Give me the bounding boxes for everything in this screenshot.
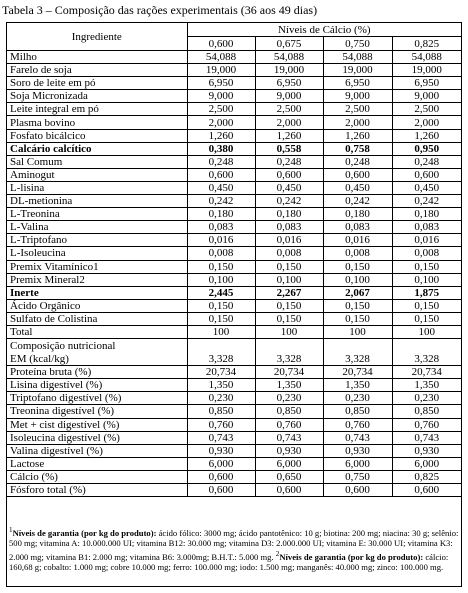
nutritional-row <box>7 405 461 418</box>
value-cell: 0,248 <box>187 155 255 168</box>
value-cell: 0,230 <box>187 392 255 405</box>
value-cell: 9,000 <box>392 90 461 103</box>
row-label: Farelo de soja <box>7 64 187 77</box>
value-cell: 2,000 <box>187 116 255 129</box>
row-label: Ácido Orgânico <box>7 299 187 312</box>
empty-cell <box>323 339 392 354</box>
row-label: Sal Comum <box>7 155 187 168</box>
value-cell: 0,600 <box>255 168 323 181</box>
value-cell: 0,016 <box>255 234 323 247</box>
value-cell: 0,248 <box>392 155 461 168</box>
value-cell: 0,600 <box>187 168 255 181</box>
row-label: Fosfato bicálcico <box>7 129 187 142</box>
footnote <box>9 525 461 572</box>
footnote-marker: 1 <box>9 526 13 534</box>
value-cell: 3,328 <box>187 353 255 366</box>
footnote-text: cálcio: 160,68 g; cobalto: 1.000 mg; cobre 10.000 mg; ferro: 100.000 mg; iodo: 1.500 mg; manganês: 40.000 mg; zinco: 100.000 mg. <box>9 551 449 572</box>
nutritional-header: Composição nutricional <box>10 340 116 353</box>
row-label: DL-metionina <box>7 195 187 208</box>
ingredient-row <box>7 142 461 155</box>
value-cell: 0,150 <box>392 260 461 273</box>
ingredient-row <box>7 129 461 142</box>
row-label: Soja Micronizada <box>7 90 187 103</box>
value-cell: 0,450 <box>392 181 461 194</box>
value-cell: 54,088 <box>392 51 461 64</box>
ingredient-row <box>7 77 461 90</box>
value-cell: 0,150 <box>255 312 323 325</box>
value-cell: 0,600 <box>392 484 461 497</box>
ingredient-row <box>7 299 461 312</box>
value-cell: 6,000 <box>187 457 255 470</box>
level-header: 0,750 <box>323 37 392 51</box>
ingredient-row <box>7 260 461 273</box>
value-cell: 1,260 <box>187 129 255 142</box>
value-cell: 0,450 <box>255 181 323 194</box>
nutritional-row <box>7 418 461 431</box>
level-header: 0,825 <box>392 37 461 51</box>
value-cell: 0,016 <box>323 234 392 247</box>
value-cell: 0,008 <box>255 247 323 260</box>
value-cell: 0,380 <box>187 142 255 155</box>
row-label: Plasma bovino <box>7 116 187 129</box>
nutritional-row <box>7 457 461 470</box>
value-cell: 0,150 <box>187 312 255 325</box>
value-cell: 0,600 <box>255 484 323 497</box>
footnote-label: Níveis de garantia (por kg do produto): <box>12 527 157 538</box>
ingredient-row <box>7 195 461 208</box>
value-cell: 0,242 <box>323 195 392 208</box>
value-cell: 3,328 <box>323 353 392 366</box>
value-cell: 0,180 <box>323 208 392 221</box>
nutritional-row <box>7 484 461 497</box>
value-cell: 9,000 <box>187 90 255 103</box>
value-cell: 0,100 <box>392 273 461 286</box>
value-cell: 6,950 <box>323 77 392 90</box>
value-cell: 0,016 <box>187 234 255 247</box>
value-cell: 20,734 <box>187 366 255 379</box>
ingredient-row <box>7 155 461 168</box>
value-cell: 0,600 <box>323 168 392 181</box>
value-cell: 0,150 <box>323 312 392 325</box>
value-cell: 0,950 <box>392 142 461 155</box>
ingredient-row <box>7 286 461 299</box>
row-label: L-lisina <box>7 181 187 194</box>
value-cell: 0,230 <box>255 392 323 405</box>
value-cell: 0,850 <box>392 405 461 418</box>
value-cell: 9,000 <box>255 90 323 103</box>
footnote-label: Níveis de garantia (por kg do produto): <box>279 551 424 562</box>
ingredient-row <box>7 247 461 260</box>
value-cell: 6,950 <box>187 77 255 90</box>
value-cell: 0,180 <box>187 208 255 221</box>
value-cell: 100 <box>187 325 255 338</box>
value-cell: 0,242 <box>392 195 461 208</box>
value-cell: 0,760 <box>187 418 255 431</box>
value-cell: 0,930 <box>323 444 392 457</box>
value-cell: 3,328 <box>392 353 461 366</box>
nutritional-row <box>7 431 461 444</box>
footnote-text: ácido fólico: 3000 mg; ácido pantotênico: 10 g; biotina: 200 mg; niacina: 30 g; selênio: 500 mg; vitamina A: 10.000.000 UI; vitamina B12: 30.000 mg; vitamina D3: 2.000.000 UI; vitamina E: 30.000 UI; vitamina K3: 2.000 mg; vitamina B1: 2.000 mg; vitamina B6: 3.000mg; B.H.T.: 5.000 mg. <box>9 527 459 562</box>
value-cell: 6,950 <box>255 77 323 90</box>
ingredient-row <box>7 181 461 194</box>
ingredient-row <box>7 273 461 286</box>
row-label: Cálcio (%) <box>7 470 187 483</box>
value-cell: 0,150 <box>255 299 323 312</box>
value-cell: 0,008 <box>187 247 255 260</box>
footnote-marker: 2 <box>275 549 280 558</box>
value-cell: 1,875 <box>392 286 461 299</box>
ingredient-row <box>7 90 461 103</box>
value-cell: 0,743 <box>255 431 323 444</box>
value-cell: 2,500 <box>323 103 392 116</box>
value-cell: 0,180 <box>392 208 461 221</box>
value-cell: 0,100 <box>255 273 323 286</box>
value-cell: 1,350 <box>323 379 392 392</box>
ingredient-row <box>7 116 461 129</box>
value-cell: 0,016 <box>392 234 461 247</box>
row-label: Valina digestível (%) <box>7 444 187 457</box>
row-label: Aminogut <box>7 168 187 181</box>
value-cell: 19,000 <box>255 64 323 77</box>
ingredient-row <box>7 208 461 221</box>
value-cell: 0,930 <box>392 444 461 457</box>
value-cell: 2,067 <box>323 286 392 299</box>
value-cell: 1,260 <box>392 129 461 142</box>
value-cell: 20,734 <box>255 366 323 379</box>
value-cell: 3,328 <box>255 353 323 366</box>
nutritional-row <box>7 366 461 379</box>
value-cell: 0,760 <box>392 418 461 431</box>
value-cell: 2,500 <box>255 103 323 116</box>
row-label: Total <box>7 325 187 338</box>
value-cell: 100 <box>392 325 461 338</box>
value-cell: 0,083 <box>255 221 323 234</box>
value-cell: 6,000 <box>392 457 461 470</box>
value-cell: 0,743 <box>392 431 461 444</box>
value-cell: 0,758 <box>323 142 392 155</box>
row-label: Fósforo total (%) <box>7 484 187 497</box>
value-cell: 2,000 <box>392 116 461 129</box>
row-label: Inerte <box>7 286 187 299</box>
total-row <box>7 325 461 338</box>
value-cell: 0,248 <box>255 155 323 168</box>
value-cell: 0,930 <box>187 444 255 457</box>
value-cell: 0,450 <box>187 181 255 194</box>
value-cell: 0,600 <box>392 168 461 181</box>
value-cell: 2,500 <box>392 103 461 116</box>
value-cell: 0,180 <box>255 208 323 221</box>
empty-cell <box>187 339 255 354</box>
value-cell: 0,100 <box>323 273 392 286</box>
value-cell: 0,083 <box>187 221 255 234</box>
value-cell: 2,500 <box>187 103 255 116</box>
value-cell: 2,445 <box>187 286 255 299</box>
row-label: L-Valina <box>7 221 187 234</box>
value-cell: 1,350 <box>392 379 461 392</box>
value-cell: 0,760 <box>323 418 392 431</box>
ingredient-row <box>7 51 461 64</box>
level-header: 0,675 <box>255 37 323 51</box>
value-cell: 0,230 <box>392 392 461 405</box>
value-cell: 0,750 <box>323 470 392 483</box>
row-label: Treonina digestível (%) <box>7 405 187 418</box>
ingredient-row <box>7 312 461 325</box>
value-cell: 0,600 <box>323 484 392 497</box>
row-label: Triptofano digestível (%) <box>7 392 187 405</box>
row-label: L-Isoleucina <box>7 247 187 260</box>
empty-cell <box>255 339 323 354</box>
table-title: Tabela 3 – Composição das rações experimentais (36 aos 49 dias) <box>2 3 318 17</box>
row-label: Premix Vitamínico1 <box>7 260 187 273</box>
row-label: EM (kcal/kg) <box>7 353 187 366</box>
ingredient-row <box>7 221 461 234</box>
value-cell: 1,350 <box>187 379 255 392</box>
row-label: Leite integral em pó <box>7 103 187 116</box>
value-cell: 0,242 <box>255 195 323 208</box>
row-label: Met + cist digestível (%) <box>7 418 187 431</box>
value-cell: 0,230 <box>323 392 392 405</box>
nutritional-row <box>7 470 461 483</box>
value-cell: 0,760 <box>255 418 323 431</box>
ingredient-header: Ingrediente <box>7 23 187 51</box>
ingredient-row <box>7 168 461 181</box>
value-cell: 20,734 <box>392 366 461 379</box>
value-cell: 0,248 <box>323 155 392 168</box>
value-cell: 0,100 <box>187 273 255 286</box>
nutritional-row <box>7 379 461 392</box>
nutritional-row <box>7 353 461 366</box>
value-cell: 6,000 <box>255 457 323 470</box>
value-cell: 0,150 <box>187 299 255 312</box>
row-label: Calcário calcítico <box>7 142 187 155</box>
value-cell: 100 <box>255 325 323 338</box>
value-cell: 0,743 <box>323 431 392 444</box>
value-cell: 54,088 <box>255 51 323 64</box>
value-cell: 1,260 <box>255 129 323 142</box>
value-cell: 0,600 <box>187 470 255 483</box>
value-cell: 0,150 <box>323 260 392 273</box>
composition-table-frame <box>6 22 462 587</box>
row-label: Premix Mineral2 <box>7 273 187 286</box>
nutritional-header-row <box>7 339 461 354</box>
row-label: L-Triptofano <box>7 234 187 247</box>
ingredient-row <box>7 103 461 116</box>
nutritional-row <box>7 444 461 457</box>
row-label: Lisina digestível (%) <box>7 379 187 392</box>
value-cell: 54,088 <box>187 51 255 64</box>
value-cell: 20,734 <box>323 366 392 379</box>
value-cell: 6,950 <box>392 77 461 90</box>
composition-table <box>7 23 461 497</box>
row-label: Milho <box>7 51 187 64</box>
calcium-levels-header: Níveis de Cálcio (%) <box>187 23 461 37</box>
value-cell: 0,558 <box>255 142 323 155</box>
value-cell: 0,650 <box>255 470 323 483</box>
row-label: L-Treonina <box>7 208 187 221</box>
value-cell: 1,260 <box>323 129 392 142</box>
row-label: Lactose <box>7 457 187 470</box>
value-cell: 19,000 <box>187 64 255 77</box>
empty-cell <box>392 339 461 354</box>
value-cell: 1,350 <box>255 379 323 392</box>
value-cell: 0,743 <box>187 431 255 444</box>
value-cell: 19,000 <box>323 64 392 77</box>
value-cell: 54,088 <box>323 51 392 64</box>
value-cell: 100 <box>323 325 392 338</box>
value-cell: 0,083 <box>392 221 461 234</box>
value-cell: 0,150 <box>392 312 461 325</box>
value-cell: 19,000 <box>392 64 461 77</box>
value-cell: 0,850 <box>187 405 255 418</box>
value-cell: 0,850 <box>323 405 392 418</box>
value-cell: 0,825 <box>392 470 461 483</box>
value-cell: 0,150 <box>187 260 255 273</box>
value-cell: 0,450 <box>323 181 392 194</box>
value-cell: 0,850 <box>255 405 323 418</box>
value-cell: 2,000 <box>255 116 323 129</box>
value-cell: 9,000 <box>323 90 392 103</box>
value-cell: 0,150 <box>255 260 323 273</box>
row-label: Proteína bruta (%) <box>7 366 187 379</box>
ingredient-row <box>7 234 461 247</box>
row-label: Soro de leite em pó <box>7 77 187 90</box>
row-label: Isoleucina digestível (%) <box>7 431 187 444</box>
row-label: Sulfato de Colistina <box>7 312 187 325</box>
value-cell: 0,150 <box>392 299 461 312</box>
value-cell: 6,000 <box>323 457 392 470</box>
level-header: 0,600 <box>187 37 255 51</box>
nutritional-row <box>7 392 461 405</box>
value-cell: 0,008 <box>323 247 392 260</box>
value-cell: 0,600 <box>187 484 255 497</box>
value-cell: 0,242 <box>187 195 255 208</box>
value-cell: 0,008 <box>392 247 461 260</box>
value-cell: 0,150 <box>323 299 392 312</box>
value-cell: 2,000 <box>323 116 392 129</box>
value-cell: 2,267 <box>255 286 323 299</box>
value-cell: 0,083 <box>323 221 392 234</box>
value-cell: 0,930 <box>255 444 323 457</box>
ingredient-row <box>7 64 461 77</box>
